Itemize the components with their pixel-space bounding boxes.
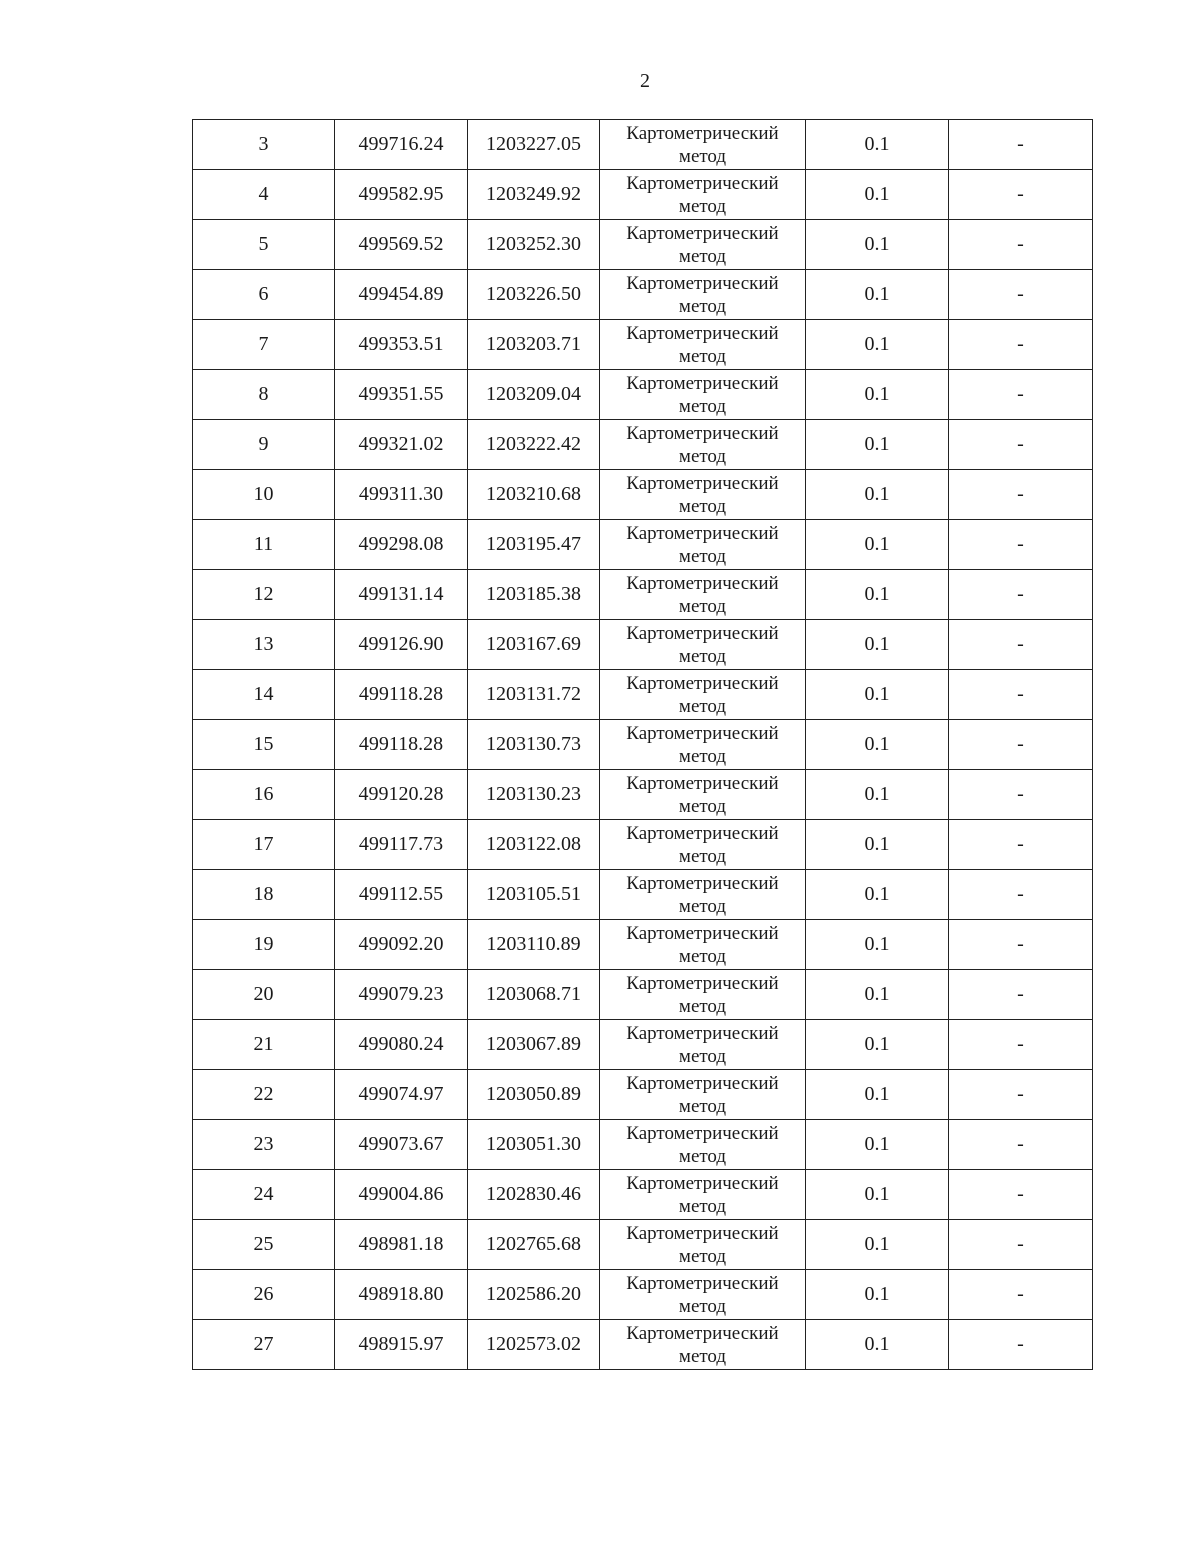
description-cell: - xyxy=(949,1320,1093,1370)
method-line-2: метод xyxy=(678,195,727,217)
method-line-2: метод xyxy=(678,1295,727,1317)
precision-cell: 0.1 xyxy=(806,720,949,770)
method-line-2: метод xyxy=(678,595,727,617)
method-cell xyxy=(600,620,806,670)
method-cell xyxy=(600,970,806,1020)
point-number-cell: 21 xyxy=(193,1020,335,1070)
method-line-1: Картометрический xyxy=(626,922,779,944)
precision-cell: 0.1 xyxy=(806,770,949,820)
method-line-1: Картометрический xyxy=(626,1022,779,1044)
point-number-cell: 14 xyxy=(193,670,335,720)
method-line-2: метод xyxy=(678,795,727,817)
method-cell xyxy=(600,120,806,170)
point-number-cell: 20 xyxy=(193,970,335,1020)
precision-cell: 0.1 xyxy=(806,1120,949,1170)
point-number-cell: 23 xyxy=(193,1120,335,1170)
method-cell xyxy=(600,1170,806,1220)
y-coordinate-cell: 1202573.02 xyxy=(468,1320,600,1370)
method-line-1: Картометрический xyxy=(626,472,779,494)
precision-cell: 0.1 xyxy=(806,1020,949,1070)
precision-cell: 0.1 xyxy=(806,870,949,920)
table-row xyxy=(193,270,1093,320)
table-row xyxy=(193,470,1093,520)
table-row xyxy=(193,520,1093,570)
description-cell: - xyxy=(949,270,1093,320)
y-coordinate-cell: 1203105.51 xyxy=(468,870,600,920)
x-coordinate-cell: 499120.28 xyxy=(335,770,468,820)
x-coordinate-cell: 499716.24 xyxy=(335,120,468,170)
description-cell: - xyxy=(949,770,1093,820)
table-row xyxy=(193,920,1093,970)
method-line-1: Картометрический xyxy=(626,1172,779,1194)
y-coordinate-cell: 1203110.89 xyxy=(468,920,600,970)
precision-cell: 0.1 xyxy=(806,620,949,670)
point-number-cell: 3 xyxy=(193,120,335,170)
description-cell: - xyxy=(949,720,1093,770)
description-cell: - xyxy=(949,920,1093,970)
method-line-1: Картометрический xyxy=(626,522,779,544)
x-coordinate-cell: 499004.86 xyxy=(335,1170,468,1220)
method-cell xyxy=(600,420,806,470)
y-coordinate-cell: 1203167.69 xyxy=(468,620,600,670)
method-cell xyxy=(600,870,806,920)
precision-cell: 0.1 xyxy=(806,220,949,270)
description-cell: - xyxy=(949,420,1093,470)
point-number-cell: 22 xyxy=(193,1070,335,1120)
description-cell: - xyxy=(949,170,1093,220)
x-coordinate-cell: 499092.20 xyxy=(335,920,468,970)
description-cell: - xyxy=(949,1070,1093,1120)
method-cell xyxy=(600,820,806,870)
x-coordinate-cell: 499569.52 xyxy=(335,220,468,270)
x-coordinate-cell: 499112.55 xyxy=(335,870,468,920)
method-cell xyxy=(600,670,806,720)
x-coordinate-cell: 499321.02 xyxy=(335,420,468,470)
table-row xyxy=(193,170,1093,220)
y-coordinate-cell: 1203210.68 xyxy=(468,470,600,520)
point-number-cell: 7 xyxy=(193,320,335,370)
method-cell xyxy=(600,1320,806,1370)
y-coordinate-cell: 1203226.50 xyxy=(468,270,600,320)
method-cell xyxy=(600,720,806,770)
x-coordinate-cell: 499117.73 xyxy=(335,820,468,870)
y-coordinate-cell: 1203227.05 xyxy=(468,120,600,170)
description-cell: - xyxy=(949,1220,1093,1270)
method-cell xyxy=(600,270,806,320)
precision-cell: 0.1 xyxy=(806,320,949,370)
point-number-cell: 12 xyxy=(193,570,335,620)
table-row xyxy=(193,120,1093,170)
table-row xyxy=(193,770,1093,820)
method-line-2: метод xyxy=(678,1095,727,1117)
y-coordinate-cell: 1203209.04 xyxy=(468,370,600,420)
x-coordinate-cell: 499118.28 xyxy=(335,670,468,720)
x-coordinate-cell: 499351.55 xyxy=(335,370,468,420)
x-coordinate-cell: 498915.97 xyxy=(335,1320,468,1370)
y-coordinate-cell: 1203131.72 xyxy=(468,670,600,720)
method-line-1: Картометрический xyxy=(626,722,779,744)
method-line-2: метод xyxy=(678,995,727,1017)
method-line-1: Картометрический xyxy=(626,322,779,344)
table-row xyxy=(193,570,1093,620)
precision-cell: 0.1 xyxy=(806,970,949,1020)
method-line-2: метод xyxy=(678,445,727,467)
method-cell xyxy=(600,1270,806,1320)
method-line-1: Картометрический xyxy=(626,572,779,594)
point-number-cell: 15 xyxy=(193,720,335,770)
table-row xyxy=(193,670,1093,720)
method-line-2: метод xyxy=(678,1145,727,1167)
x-coordinate-cell: 499454.89 xyxy=(335,270,468,320)
method-line-1: Картометрический xyxy=(626,672,779,694)
point-number-cell: 5 xyxy=(193,220,335,270)
point-number-cell: 16 xyxy=(193,770,335,820)
point-number-cell: 24 xyxy=(193,1170,335,1220)
table-row xyxy=(193,220,1093,270)
x-coordinate-cell: 499131.14 xyxy=(335,570,468,620)
method-line-1: Картометрический xyxy=(626,222,779,244)
description-cell: - xyxy=(949,970,1093,1020)
method-cell xyxy=(600,920,806,970)
table-row xyxy=(193,1220,1093,1270)
point-number-cell: 27 xyxy=(193,1320,335,1370)
method-line-2: метод xyxy=(678,495,727,517)
method-line-2: метод xyxy=(678,645,727,667)
table-row xyxy=(193,1020,1093,1070)
point-number-cell: 6 xyxy=(193,270,335,320)
y-coordinate-cell: 1203050.89 xyxy=(468,1070,600,1120)
method-cell xyxy=(600,570,806,620)
coordinates-table xyxy=(192,119,1093,1370)
description-cell: - xyxy=(949,120,1093,170)
method-line-2: метод xyxy=(678,1045,727,1067)
point-number-cell: 19 xyxy=(193,920,335,970)
description-cell: - xyxy=(949,570,1093,620)
x-coordinate-cell: 499073.67 xyxy=(335,1120,468,1170)
y-coordinate-cell: 1203067.89 xyxy=(468,1020,600,1070)
method-cell xyxy=(600,770,806,820)
precision-cell: 0.1 xyxy=(806,1270,949,1320)
table-row xyxy=(193,1120,1093,1170)
precision-cell: 0.1 xyxy=(806,1170,949,1220)
method-cell xyxy=(600,220,806,270)
method-cell xyxy=(600,320,806,370)
table-row xyxy=(193,1170,1093,1220)
y-coordinate-cell: 1203203.71 xyxy=(468,320,600,370)
point-number-cell: 13 xyxy=(193,620,335,670)
precision-cell: 0.1 xyxy=(806,420,949,470)
x-coordinate-cell: 499079.23 xyxy=(335,970,468,1020)
description-cell: - xyxy=(949,1120,1093,1170)
method-line-1: Картометрический xyxy=(626,372,779,394)
method-line-1: Картометрический xyxy=(626,622,779,644)
method-cell xyxy=(600,1220,806,1270)
precision-cell: 0.1 xyxy=(806,670,949,720)
method-cell xyxy=(600,370,806,420)
precision-cell: 0.1 xyxy=(806,1070,949,1120)
table-body xyxy=(193,120,1093,1370)
precision-cell: 0.1 xyxy=(806,820,949,870)
point-number-cell: 26 xyxy=(193,1270,335,1320)
method-cell xyxy=(600,1070,806,1120)
x-coordinate-cell: 499353.51 xyxy=(335,320,468,370)
x-coordinate-cell: 499118.28 xyxy=(335,720,468,770)
method-line-1: Картометрический xyxy=(626,1222,779,1244)
description-cell: - xyxy=(949,870,1093,920)
method-cell xyxy=(600,170,806,220)
precision-cell: 0.1 xyxy=(806,270,949,320)
description-cell: - xyxy=(949,1270,1093,1320)
method-cell xyxy=(600,1020,806,1070)
method-line-2: метод xyxy=(678,1195,727,1217)
method-line-1: Картометрический xyxy=(626,272,779,294)
point-number-cell: 17 xyxy=(193,820,335,870)
method-line-2: метод xyxy=(678,745,727,767)
y-coordinate-cell: 1203249.92 xyxy=(468,170,600,220)
description-cell: - xyxy=(949,1170,1093,1220)
description-cell: - xyxy=(949,1020,1093,1070)
x-coordinate-cell: 498918.80 xyxy=(335,1270,468,1320)
point-number-cell: 25 xyxy=(193,1220,335,1270)
method-line-2: метод xyxy=(678,245,727,267)
method-cell xyxy=(600,520,806,570)
method-line-2: метод xyxy=(678,695,727,717)
method-line-1: Картометрический xyxy=(626,872,779,894)
description-cell: - xyxy=(949,670,1093,720)
y-coordinate-cell: 1203130.73 xyxy=(468,720,600,770)
point-number-cell: 11 xyxy=(193,520,335,570)
x-coordinate-cell: 498981.18 xyxy=(335,1220,468,1270)
method-line-2: метод xyxy=(678,1345,727,1367)
method-cell xyxy=(600,1120,806,1170)
table-row xyxy=(193,820,1093,870)
table-row xyxy=(193,420,1093,470)
description-cell: - xyxy=(949,220,1093,270)
table-row xyxy=(193,620,1093,670)
y-coordinate-cell: 1202765.68 xyxy=(468,1220,600,1270)
precision-cell: 0.1 xyxy=(806,570,949,620)
x-coordinate-cell: 499311.30 xyxy=(335,470,468,520)
method-line-2: метод xyxy=(678,895,727,917)
y-coordinate-cell: 1203051.30 xyxy=(468,1120,600,1170)
table-row xyxy=(193,320,1093,370)
description-cell: - xyxy=(949,520,1093,570)
x-coordinate-cell: 499080.24 xyxy=(335,1020,468,1070)
precision-cell: 0.1 xyxy=(806,470,949,520)
y-coordinate-cell: 1203252.30 xyxy=(468,220,600,270)
method-line-2: метод xyxy=(678,345,727,367)
precision-cell: 0.1 xyxy=(806,920,949,970)
method-line-2: метод xyxy=(678,145,727,167)
method-line-2: метод xyxy=(678,845,727,867)
y-coordinate-cell: 1203222.42 xyxy=(468,420,600,470)
method-line-1: Картометрический xyxy=(626,1122,779,1144)
point-number-cell: 10 xyxy=(193,470,335,520)
description-cell: - xyxy=(949,370,1093,420)
precision-cell: 0.1 xyxy=(806,1320,949,1370)
y-coordinate-cell: 1203122.08 xyxy=(468,820,600,870)
precision-cell: 0.1 xyxy=(806,370,949,420)
method-line-1: Картометрический xyxy=(626,422,779,444)
precision-cell: 0.1 xyxy=(806,520,949,570)
point-number-cell: 9 xyxy=(193,420,335,470)
table-row xyxy=(193,720,1093,770)
precision-cell: 0.1 xyxy=(806,170,949,220)
y-coordinate-cell: 1203195.47 xyxy=(468,520,600,570)
method-line-2: метод xyxy=(678,395,727,417)
table-row xyxy=(193,1070,1093,1120)
table-row xyxy=(193,870,1093,920)
method-line-2: метод xyxy=(678,1245,727,1267)
method-line-2: метод xyxy=(678,295,727,317)
table-row xyxy=(193,370,1093,420)
point-number-cell: 4 xyxy=(193,170,335,220)
method-line-1: Картометрический xyxy=(626,772,779,794)
method-line-1: Картометрический xyxy=(626,172,779,194)
table-row xyxy=(193,1270,1093,1320)
precision-cell: 0.1 xyxy=(806,120,949,170)
table-row xyxy=(193,970,1093,1020)
x-coordinate-cell: 499074.97 xyxy=(335,1070,468,1120)
precision-cell: 0.1 xyxy=(806,1220,949,1270)
method-cell xyxy=(600,470,806,520)
y-coordinate-cell: 1203130.23 xyxy=(468,770,600,820)
description-cell: - xyxy=(949,820,1093,870)
x-coordinate-cell: 499126.90 xyxy=(335,620,468,670)
point-number-cell: 18 xyxy=(193,870,335,920)
method-line-1: Картометрический xyxy=(626,122,779,144)
point-number-cell: 8 xyxy=(193,370,335,420)
y-coordinate-cell: 1203185.38 xyxy=(468,570,600,620)
method-line-2: метод xyxy=(678,545,727,567)
method-line-1: Картометрический xyxy=(626,1072,779,1094)
y-coordinate-cell: 1203068.71 xyxy=(468,970,600,1020)
description-cell: - xyxy=(949,320,1093,370)
method-line-1: Картометрический xyxy=(626,1272,779,1294)
y-coordinate-cell: 1202830.46 xyxy=(468,1170,600,1220)
description-cell: - xyxy=(949,470,1093,520)
method-line-1: Картометрический xyxy=(626,972,779,994)
x-coordinate-cell: 499298.08 xyxy=(335,520,468,570)
method-line-2: метод xyxy=(678,945,727,967)
y-coordinate-cell: 1202586.20 xyxy=(468,1270,600,1320)
method-line-1: Картометрический xyxy=(626,822,779,844)
method-line-1: Картометрический xyxy=(626,1322,779,1344)
table-row xyxy=(193,1320,1093,1370)
x-coordinate-cell: 499582.95 xyxy=(335,170,468,220)
description-cell: - xyxy=(949,620,1093,670)
page-number: 2 xyxy=(640,70,650,92)
